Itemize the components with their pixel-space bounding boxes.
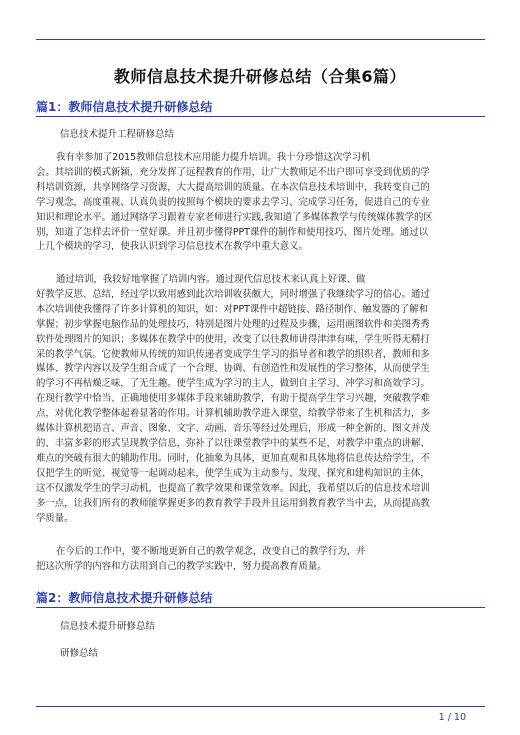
page-indicator: 1 / 10	[438, 712, 466, 723]
paragraph-line: 上几个模块的学习，使我认识到学习信息技术在教学中重大意义。	[36, 241, 308, 253]
section-1-subtitle: 信息技术提升工程研修总结	[60, 129, 175, 140]
section-2-subtitle-2: 研修总结	[60, 648, 99, 659]
paragraph-line: 我有幸参加了2015教师信息技术应用能力提升培训。我十分珍惜这次学习机	[56, 152, 371, 163]
header-rule	[36, 39, 485, 40]
paragraph-line: 的学习不再枯燥乏味，了无生趣。使学生成为学习的主人，做到自主学习、冲学习和高效学习。	[36, 378, 430, 390]
paragraph-line: 在今后的工作中，要不断地更新自己的教学观念，改变自己的教学行为，并	[56, 546, 366, 557]
section-2-subtitle: 信息技术提升研修总结	[60, 621, 156, 632]
section-2-rule	[36, 607, 485, 608]
paragraph-line: 在现行教学中恰当、正确地使用多媒体手段来辅助教学，有助于提高学生学习兴趣，突破教学难	[36, 393, 430, 405]
section-1-rule	[36, 116, 485, 117]
section-1-paragraph-1	[36, 151, 485, 255]
paragraph-line: 采的教学气氛。它使教师从传统的知识传递者变成学生学习的指导者和教学的组织者，教师和多	[36, 348, 430, 360]
paragraph-line: 掌握；初步掌握电脑作品的处理技巧，特别是图片处理的过程及步骤，运用画图软件和美图秀秀	[36, 318, 430, 330]
paragraph-line: 仅把学生的听觉、视觉等一起调动起来，使学生成为主动参与、发现、探究和建构知识的主体，	[36, 467, 430, 479]
paragraph-line: 这不仅激发学生的学习动机，也提高了教学效果和课堂效率。因此，我希望以后的信息技术培训	[36, 482, 430, 494]
paragraph-line: 通过培训，我较好地掌握了培训内容。通过现代信息技术来认真上好课、做	[56, 274, 366, 285]
paragraph-line: 把这次所学的内容和方法用到自己的教学实践中，努力提高教育质量。	[36, 560, 327, 572]
paragraph-line: 好教学反思、总结，经过学以致用感到此次培训收获颇大，同时增强了我继续学习的信心。通过	[36, 288, 430, 300]
paragraph-line: 媒体、教学内容以及学生组合成了一个合理、协调、有创造性和发展性的学习整体，从而使学生	[36, 363, 430, 375]
section-2-heading: 篇2：教师信息技术提升研修总结	[36, 591, 213, 605]
paragraph-line: 软件处理图片的知识；多媒体在教学中的使用，改变了以往教师讲得津津有味，学生听得无精打	[36, 333, 430, 345]
paragraph-line: 会。其培训的模式新颖，充分发挥了远程教育的作用，让广大教师足不出户即可享受到优质的学	[36, 166, 430, 178]
paragraph-line: 媒体计算机把语言、声音、图象、文字、动画、音乐等经过处理后，形成一种全新的、图文并茂	[36, 423, 430, 435]
paragraph-line: 别，知道了怎样去评价一堂好课。并且初步懂得PPT课件的制作和使用技巧、图片处理。通过以	[36, 226, 429, 238]
paragraph-line: 多一点，让我们所有的教师能掌握更多的教育教学手段并且运用到教育教学当中去，从而提高教	[36, 497, 430, 509]
section-1-heading: 篇1：教师信息技术提升研修总结	[36, 100, 213, 114]
document-title: 教师信息技术提升研修总结（合集6篇）	[113, 67, 407, 86]
paragraph-line: 点，对优化教学整体起着显著的作用。计算机辅助教学进入课堂，给教学带来了生机和活力，多	[36, 408, 430, 420]
section-1-paragraph-2	[36, 273, 485, 526]
paragraph-line: 的、丰富多彩的形式呈现教学信息，弥补了以往课堂教学中的某些不足，对教学中重点的讲解、	[36, 437, 430, 449]
paragraph-line: 科培训资源，共享网络学习资源，大大提高培训的质量。在本次信息技术培训中，我转变自己的	[36, 181, 430, 193]
paragraph-line: 知识和理论水平。通过网络学习跟着专家老师进行实践,我知道了多媒体教学与传统媒体教学的区	[36, 211, 433, 223]
paragraph-line: 本次培训使我懂得了许多计算机的知识，如：对PPT课件中超链接、路径制作、触发器的了解和	[36, 303, 429, 315]
paragraph-line: 学习观念，高度重视、认真负责的按照每个模块的要求去学习、完成学习任务，促进自己的专业	[36, 196, 430, 208]
paragraph-line: 难点的突破有很大的辅助作用。同时，化抽象为具体，更加直观和具体地将信息传达给学生，不	[36, 452, 430, 464]
section-1-paragraph-3	[36, 545, 485, 575]
footer-rule	[36, 706, 485, 707]
paragraph-line: 学质量。	[36, 512, 74, 524]
